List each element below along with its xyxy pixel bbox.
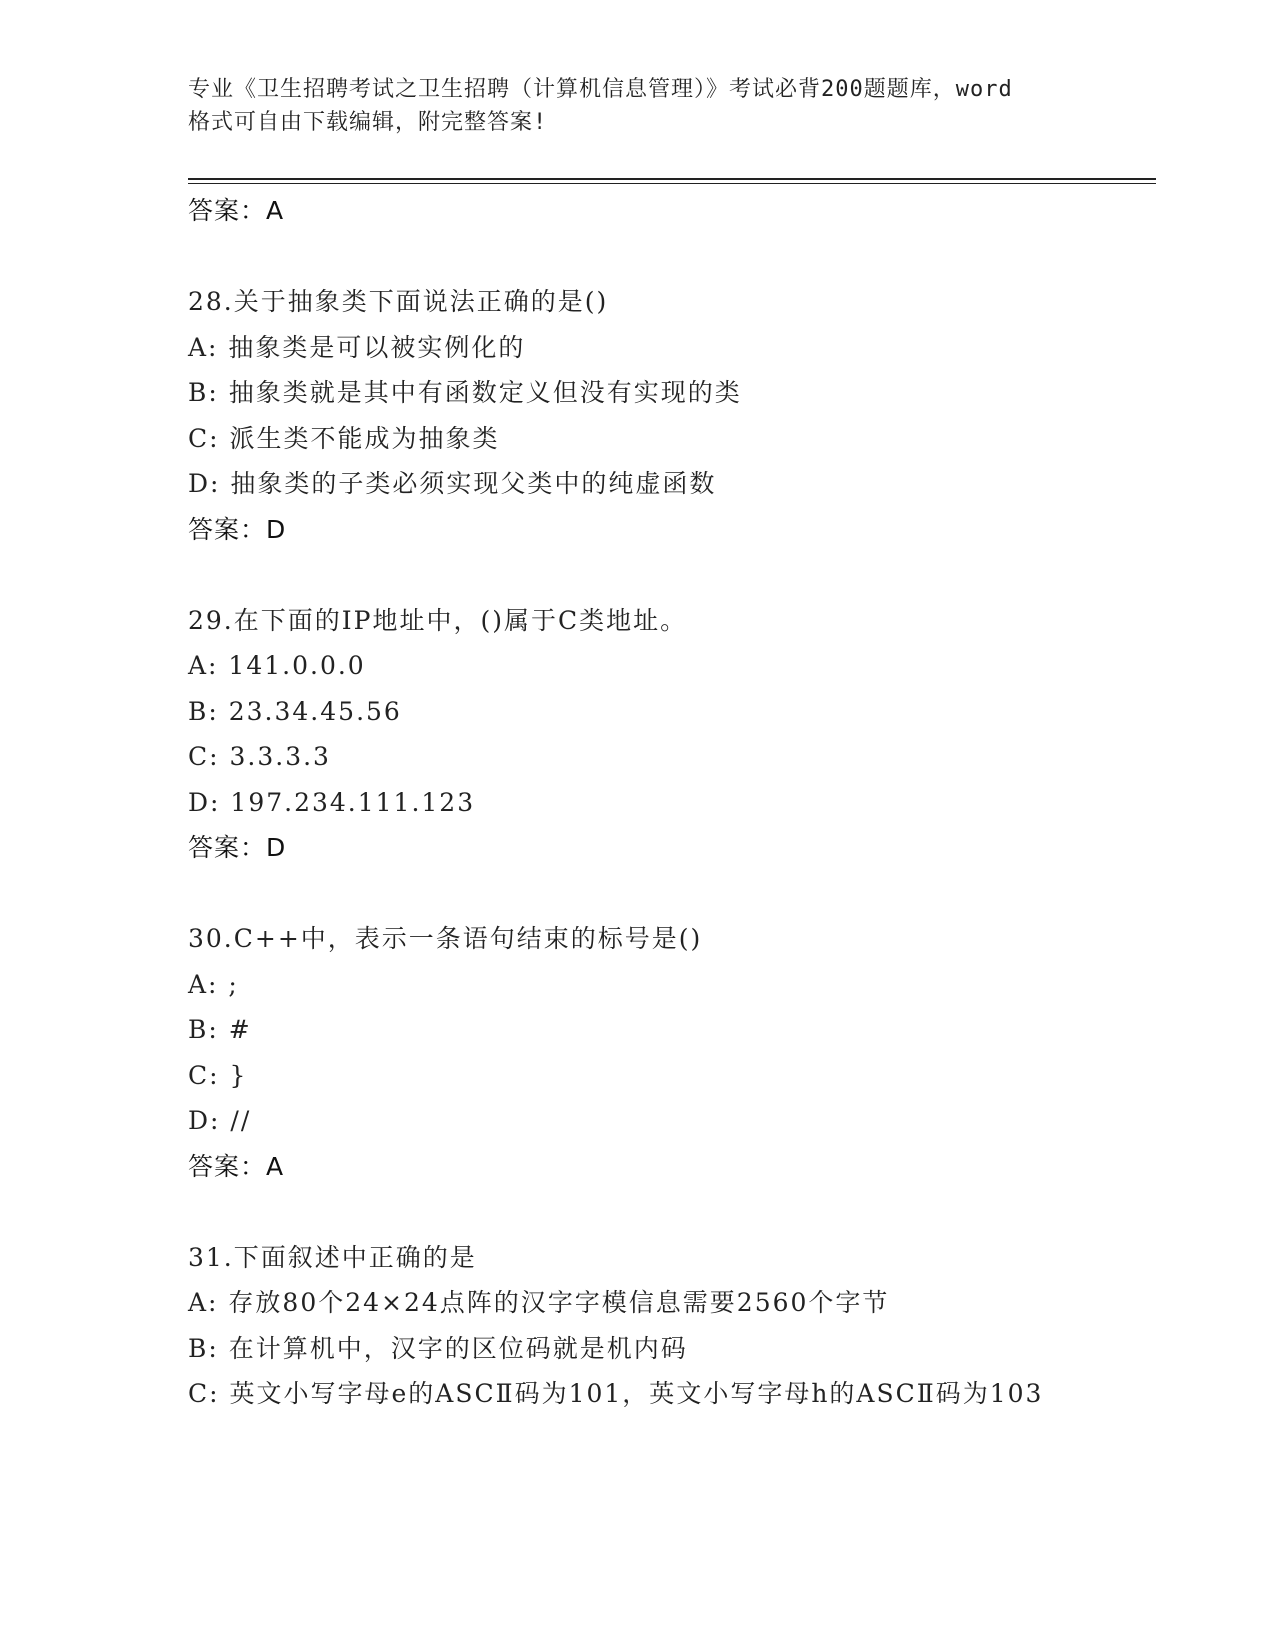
spacer	[188, 1190, 1148, 1235]
option-b: B: #	[188, 1015, 252, 1044]
option-a: A: ;	[188, 969, 239, 999]
spacer	[188, 553, 1148, 598]
option-d: D: 197.234.111.123	[188, 787, 476, 817]
document-header	[188, 73, 1088, 139]
option-b: B: 抽象类就是其中有函数定义但没有实现的类	[188, 378, 742, 407]
option-c: C: 英文小写字母e的ASCⅡ码为101，英文小写字母h的ASCⅡ码为103	[188, 1379, 1044, 1408]
spacer	[188, 234, 1148, 279]
option-b: B: 在计算机中，汉字的区位码就是机内码	[188, 1333, 688, 1363]
option-a: A: 抽象类是可以被实例化的	[188, 332, 526, 362]
question-stem: 28.关于抽象类下面说法正确的是()	[188, 287, 609, 316]
question-block-29	[188, 598, 1148, 872]
header-line-1: 专业《卫生招聘考试之卫生招聘（计算机信息管理）》考试必背200题题库，word	[188, 77, 1013, 102]
question-block-30	[188, 916, 1148, 1190]
question-block-31	[188, 1235, 1148, 1417]
header-rule-thin	[188, 183, 1156, 184]
question-stem: 30.C++中，表示一条语句结束的标号是()	[188, 924, 703, 953]
option-c: C: 3.3.3.3	[188, 742, 331, 771]
option-d: D: 抽象类的子类必须实现父类中的纯虚函数	[188, 469, 717, 498]
question-list	[188, 188, 1148, 1417]
spacer	[188, 871, 1148, 916]
answer-line: 答案：A	[188, 196, 285, 225]
option-a: A: 141.0.0.0	[188, 651, 366, 680]
option-a: A: 存放80个24×24点阵的汉字字模信息需要2560个字节	[188, 1288, 890, 1317]
question-stem: 31.下面叙述中正确的是	[188, 1242, 477, 1272]
header-rule-thick	[188, 178, 1156, 180]
option-c: C: }	[188, 1060, 248, 1090]
option-c: C: 派生类不能成为抽象类	[188, 423, 500, 453]
answer-line: 答案：D	[188, 514, 287, 544]
option-b: B: 23.34.45.56	[188, 696, 402, 726]
answer-line: 答案：D	[188, 833, 287, 862]
option-d: D: //	[188, 1106, 252, 1135]
header-line-2: 格式可自由下载编辑，附完整答案!	[188, 110, 548, 135]
answer-line: 答案：A	[188, 1151, 285, 1181]
question-stem: 29.在下面的IP地址中，()属于C类地址。	[188, 605, 688, 635]
question-block-28	[188, 279, 1148, 553]
